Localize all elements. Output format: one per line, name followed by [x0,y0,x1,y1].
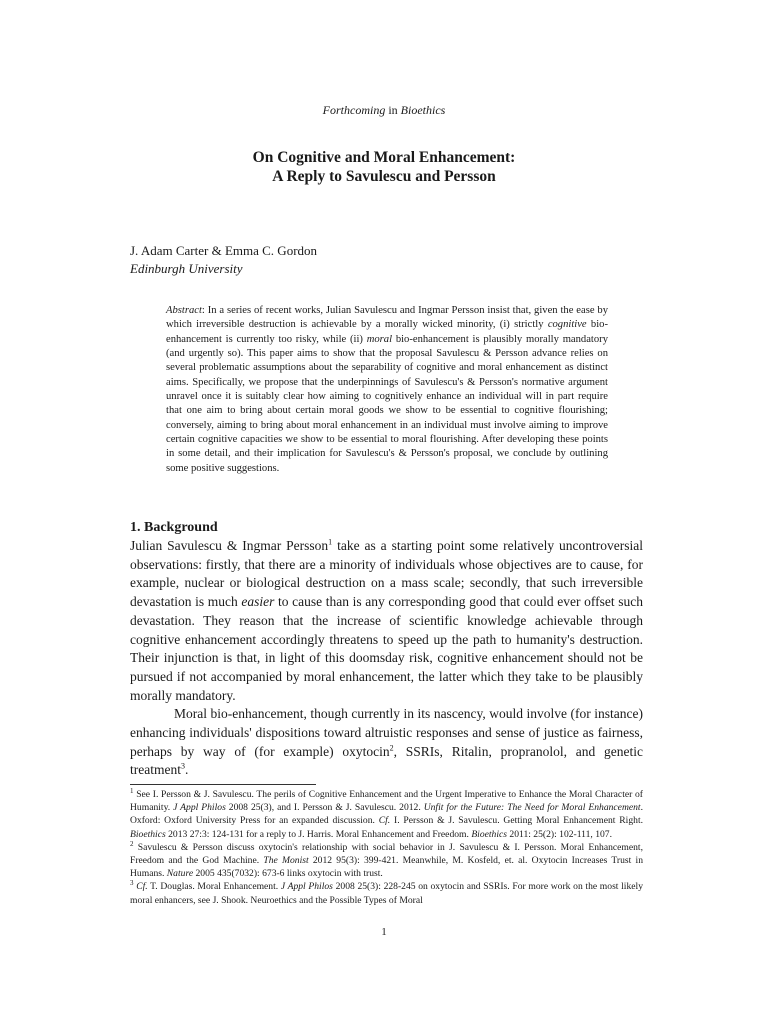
author-affiliation: Edinburgh University [130,261,243,276]
abstract [166,304,608,476]
fn1-text-e: 2013 27:3: 124-131 for a reply to J. Harris. Moral Enhancement and Freedom. [165,828,472,840]
fn2-text-a: Savulescu & Persson discuss oxytocin's relationship with social behavior in J. Savulescu & I. Persson. Moral Enhancement, Freedom and the God Machine. [130,841,643,867]
footnote-3 [130,880,643,906]
p1-text-a: Julian Savulescu & Ingmar Persson [130,538,329,553]
abstract-em-moral: moral [366,333,393,345]
body-text [130,537,643,780]
fn1-text-b: 2008 25(3), and I. Persson & J. Savulescu. 2012. [225,802,424,814]
fn1-book: Unfit for the Future: The Need for Moral Enhancement [423,802,641,814]
fn1-journal-3: Bioethics [471,828,508,840]
p2-text-b: , SSRIs, Ritalin, propranolol, and genetic treatment [130,743,643,778]
fn2-text-b: 2012 95(3): 399-421. Meanwhile, M. Kosfeld, et. al. Oxytocin Increases Trust in Humans. [130,855,643,880]
title-line-1: On Cognitive and Moral Enhancement: [252,149,516,166]
title-line-2: A Reply to Savulescu and Persson [272,168,496,185]
footnote-1-number: 1 [130,786,134,795]
fn1-text-a: See I. Persson & J. Savulescu. The perils of Cognitive Enhancement and the Urgent Imperative to Enhance the Moral Character of Humanity. [130,789,643,814]
abstract-em-cognitive: cognitive [547,319,587,331]
header-journal: Bioethics [400,103,446,117]
p2-text-a: Moral bio-enhancement, though currently in its nascency, would involve (for instance) enhancing individuals' dispositions toward altruistic responses and sense of justice as fairness, perhaps by way of (for example) oxytocin [130,706,643,759]
author-names: J. Adam Carter & Emma C. Gordon [130,243,318,258]
fn3-text-b: 2008 25(3): 228-245 on oxytocin and SSRIs. For more work on the most likely moral enhancers, see J. Shook. Neuroethics and the Possible Types of Moral [130,881,643,906]
section-heading: 1. Background [130,520,218,535]
footnote-2 [130,841,643,881]
fn1-cf: Cf. [378,815,391,827]
fn1-journal-2: Bioethics [130,828,166,840]
footnote-rule [130,784,316,785]
p1-text-c: to cause than is any corresponding good that could ever offset such devastation. They reason that the increase of scientific knowledge achievable through cognitive enhancement accordingly threatens to speed up the path to humanity's destruction. Their injunction is that, in light of this doomsday risk, cognitive enhancement should not be pursued if not accompanied by moral enhancement, the latter which they take to be plausibly morally mandatory. [130,594,644,703]
footnote-1 [130,788,643,841]
footnote-3-number: 3 [130,879,134,888]
fn1-journal-1: J Appl Philos [173,802,226,814]
author-block [130,242,317,278]
page-number: 1 [381,926,387,938]
footnote-ref-3: 3 [180,761,185,771]
fn1-text-c: . Oxford: Oxford University Press for an expanded discussion. [130,802,643,827]
fn1-text-d: I. Persson & J. Savulescu. Getting Moral Enhancement Right. [390,815,644,827]
footnotes [130,788,643,907]
p2-text-c: . [184,762,189,778]
fn2-text-c: 2005 435(7032): 673-6 links oxytocin with trust. [193,868,383,880]
footnote-ref-1: 1 [328,537,333,547]
p1-text-b: take as a starting point some relatively uncontroversial observations: firstly, that there are a minority of individuals whose objectives are to cause, for example, nuclear or biological destruction on a mass scale; secondly, that such irreversible devastation is much [130,538,643,610]
abstract-text-2: bio-enhancement is currently too risky, while (ii) [166,319,609,345]
header-forthcoming: Forthcoming [322,103,386,117]
footnote-2-number: 2 [130,839,134,848]
fn2-journal-1: The Monist [263,855,309,867]
paper-title [0,148,768,186]
abstract-text-3: bio-enhancement is plausibly morally mandatory (and urgently so). This paper aims to show that the proposal Savulescu & Persson advance relies on several problematic assumptions about the separability of cognitive and moral enhancement as distinct aims. Specifically, we propose that the underpinnings of Savulescu's & Persson's normative argument unravel once it is suitably clear how aiming to cognitively enhance an individual will in part require that one aim to bring about certain moral goods we show to be essential to cognitive flourishing; conversely, aiming to bring about moral enhancement in an individual must involve aiming to improve certain cognitive capacities we show to be essential to moral flourishing. After developing these points in some detail, and their implication for Savulescu's & Persson's proposal, we conclude by outlining some positive suggestions. [166,333,608,474]
header-in: in [385,103,401,117]
fn3-cf: Cf. [136,881,148,893]
footnote-ref-2: 2 [389,743,394,753]
p1-em-easier: easier [241,594,275,610]
paragraph-2 [130,705,643,780]
paragraph-1 [130,537,643,705]
running-header [0,103,768,118]
fn2-journal-2: Nature [166,868,194,880]
abstract-label: Abstract [166,305,202,316]
fn3-journal-1: J Appl Philos [280,881,333,893]
abstract-text-1: : In a series of recent works, Julian Savulescu and Ingmar Persson insist that, given the ease by which irreversible destruction is achievable by a morally wicked minority, (i) strictly [166,305,608,331]
fn3-text-a: T. Douglas. Moral Enhancement. [147,881,281,893]
fn1-text-f: 2011: 25(2): 102-111, 107. [507,828,613,840]
